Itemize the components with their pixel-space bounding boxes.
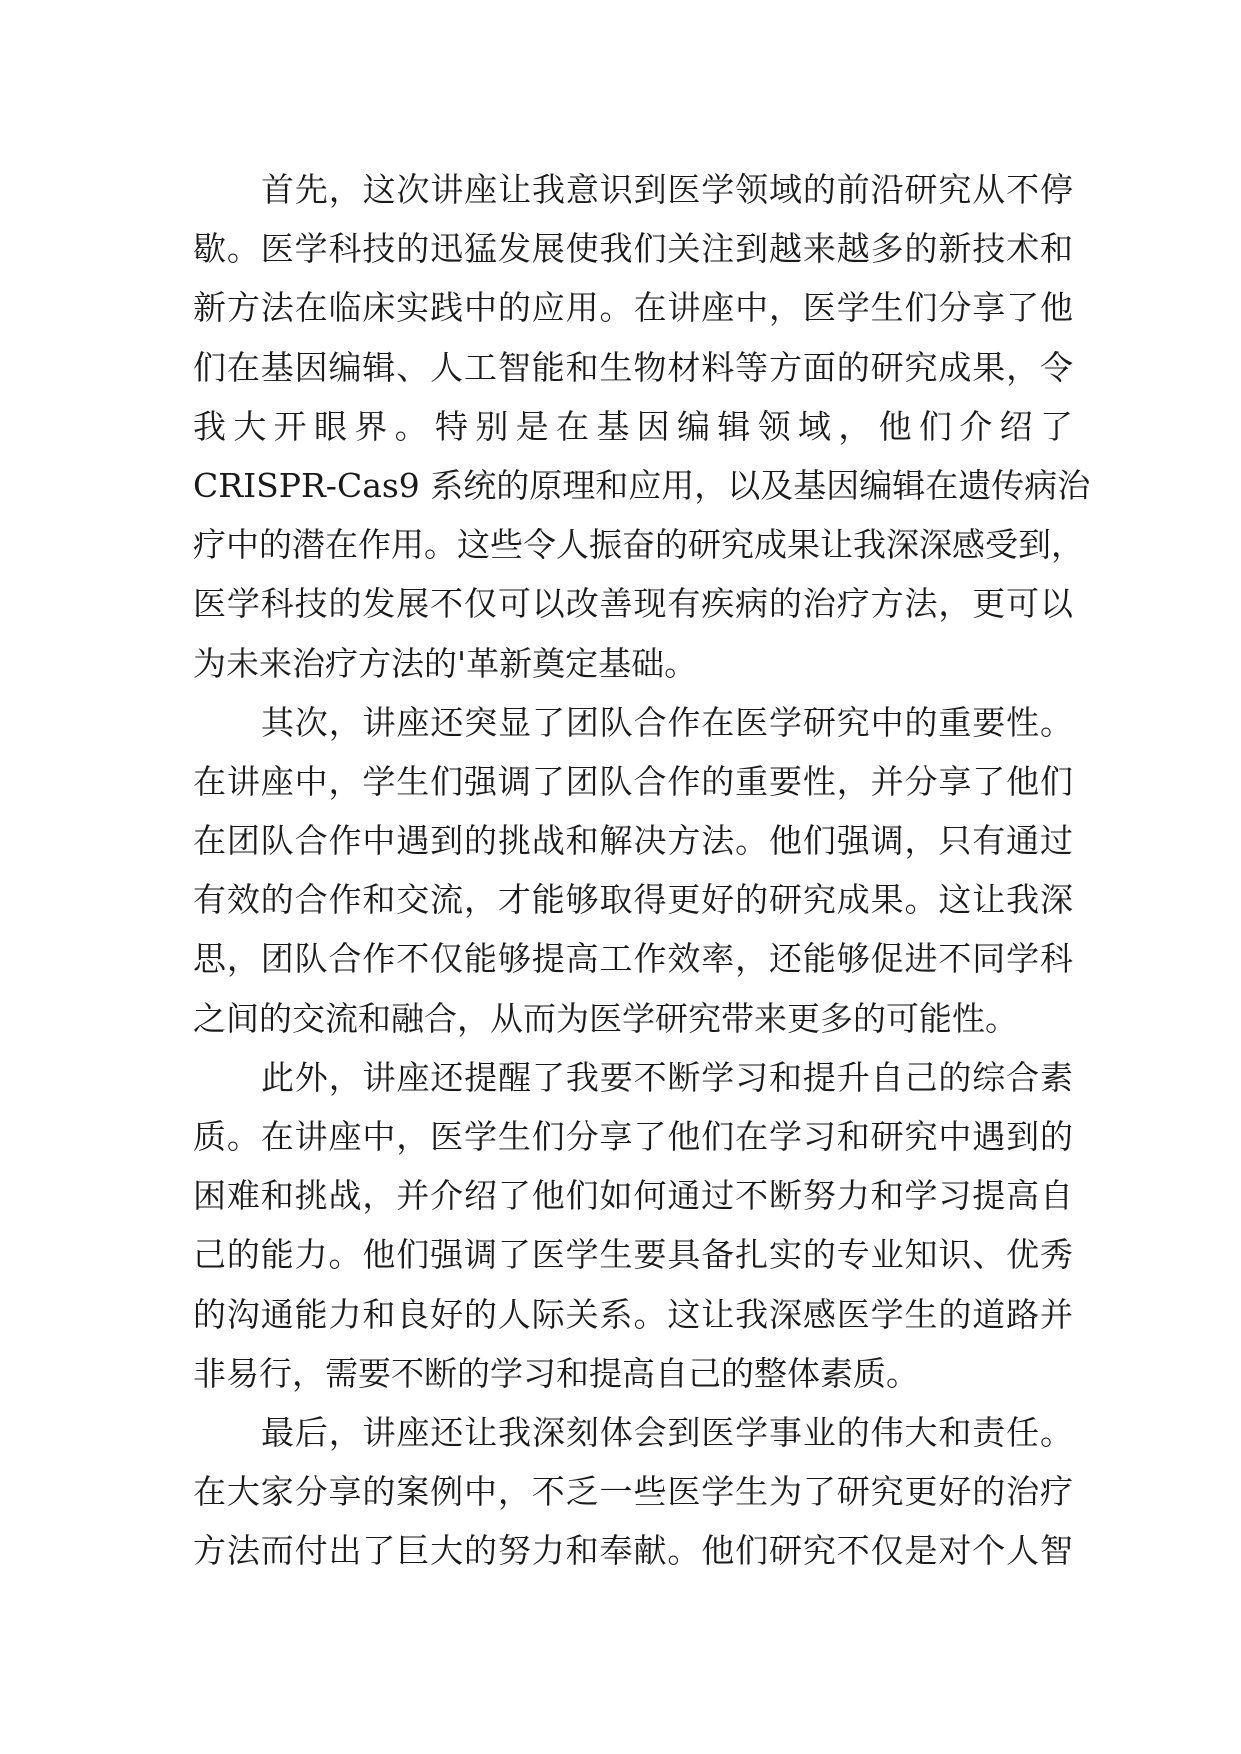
text-line: 医学科技的发展不仅可以改善现有疾病的治疗方法，更可以 xyxy=(193,584,1073,624)
text-line: 们在基因编辑、人工智能和生物材料等方面的研究成果，令 xyxy=(193,347,1073,387)
text-line: 的沟通能力和良好的人际关系。这让我深感医学生的道路并 xyxy=(193,1294,1073,1334)
paragraph-4 xyxy=(193,1403,1073,1581)
text-line: 困难和挑战，并介绍了他们如何通过不断努力和学习提高自 xyxy=(193,1176,1073,1216)
text-line: 新方法在临床实践中的应用。在讲座中，医学生们分享了他 xyxy=(193,288,1073,328)
paragraph-2 xyxy=(193,693,1073,1048)
text-line: 思，团队合作不仅能够提高工作效率，还能够促进不同学科 xyxy=(193,939,1073,979)
text-line: 我大开眼界。特别是在基因编辑领域，他们介绍了 xyxy=(193,406,1073,446)
text-line: 有效的合作和交流，才能够取得更好的研究成果。这让我深 xyxy=(193,880,1073,920)
text-line: 疗中的潜在作用。这些令人振奋的研究成果让我深深感受到， xyxy=(193,525,1084,565)
text-line: 首先，这次讲座让我意识到医学领域的前沿研究从不停 xyxy=(261,170,1073,209)
text-line: 最后，讲座还让我深刻体会到医学事业的伟大和责任。 xyxy=(261,1412,1073,1452)
text-line: 在团队合作中遇到的挑战和解决方法。他们强调，只有通过 xyxy=(193,821,1073,861)
text-line: 此外，讲座还提醒了我要不断学习和提升自己的综合素 xyxy=(261,1057,1073,1097)
text-line: 之间的交流和融合，从而为医学研究带来更多的可能性。 xyxy=(193,998,1018,1038)
text-line: 非易行，需要不断的学习和提高自己的整体素质。 xyxy=(193,1353,919,1393)
text-line: 在讲座中，学生们强调了团队合作的重要性，并分享了他们 xyxy=(193,761,1073,801)
text-line: 为未来治疗方法的'革新奠定基础。 xyxy=(193,643,698,683)
text-line: 己的能力。他们强调了医学生要具备扎实的专业知识、优秀 xyxy=(193,1235,1073,1275)
text-line: 质。在讲座中，医学生们分享了他们在学习和研究中遇到的 xyxy=(193,1117,1073,1156)
text-line: 歇。医学科技的迅猛发展使我们关注到越来越多的新技术和 xyxy=(193,229,1073,269)
text-line: 方法而付出了巨大的努力和奉献。他们研究不仅是对个人智 xyxy=(193,1531,1073,1571)
text-line: 在大家分享的案例中，不乏一些医学生为了研究更好的治疗 xyxy=(193,1472,1073,1512)
text-line: CRISPR-Cas9 系统的原理和应用，以及基因编辑在遗传病治 xyxy=(193,465,1091,505)
paragraph-1 xyxy=(193,160,1091,693)
document-body xyxy=(193,160,1091,1581)
text-line: 其次，讲座还突显了团队合作在医学研究中的重要性。 xyxy=(261,702,1073,742)
paragraph-3 xyxy=(193,1048,1073,1403)
